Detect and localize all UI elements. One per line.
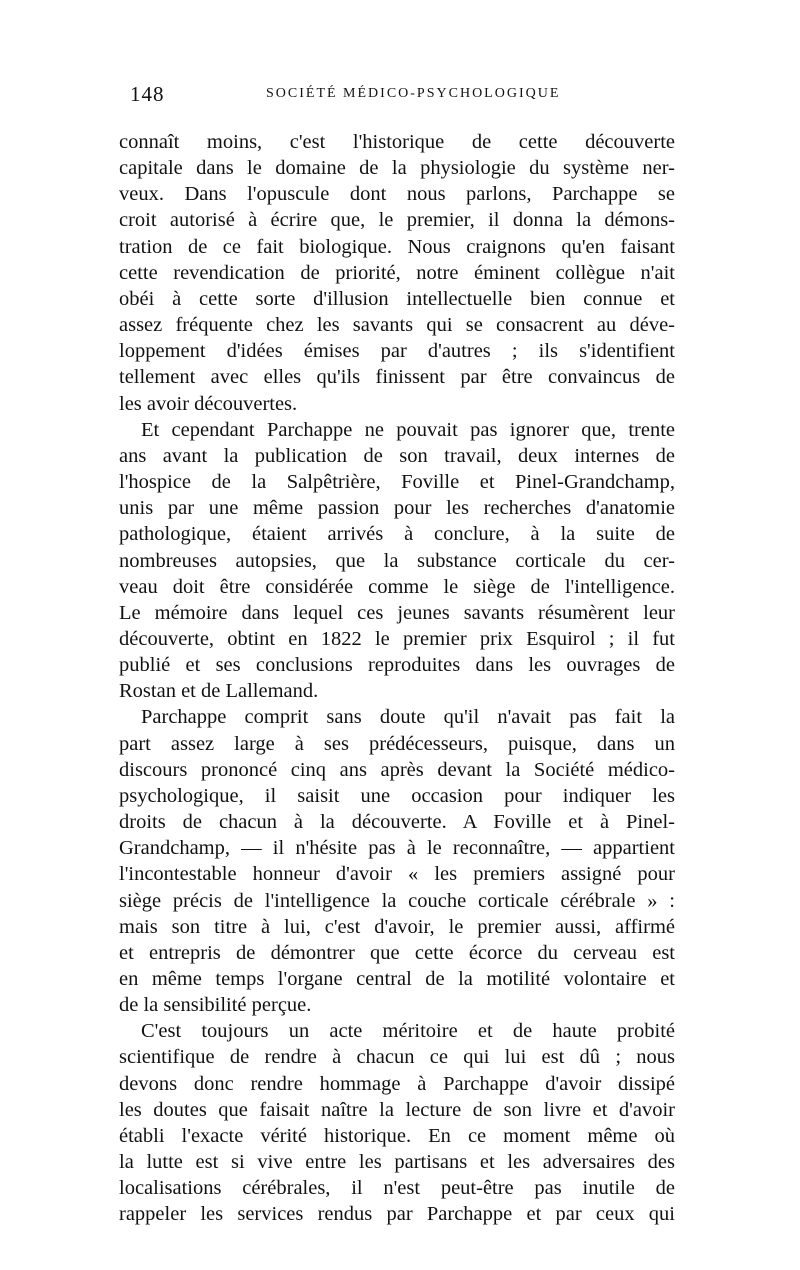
text-line: devons donc rendre hommage à Parchappe d'avoir dissipé bbox=[119, 1072, 675, 1095]
text-line: croit autorisé à écrire que, le premier, il donna la démons- bbox=[119, 209, 675, 232]
paragraph bbox=[119, 704, 675, 1018]
text-line: Et cependant Parchappe ne pouvait pas ignorer que, trente bbox=[141, 418, 675, 441]
text-line: établi l'exacte vérité historique. En ce moment même où bbox=[119, 1124, 675, 1147]
text-line: rappeler les services rendus par Parchappe et par ceux qui bbox=[119, 1203, 675, 1226]
text-line: part assez large à ses prédécesseurs, puisque, dans un bbox=[119, 732, 675, 755]
text-line: mais son titre à lui, c'est d'avoir, le premier aussi, affirmé bbox=[119, 915, 675, 938]
text-line: Parchappe comprit sans doute qu'il n'avait pas fait la bbox=[141, 706, 675, 729]
text-line: en même temps l'organe central de la motilité volontaire et bbox=[119, 968, 675, 990]
text-line: la lutte est si vive entre les partisans et les adversaires des bbox=[119, 1151, 675, 1174]
text-line: et entrepris de démontrer que cette écorce du cerveau est bbox=[119, 941, 675, 964]
text-line: tration de ce fait biologique. Nous craignons qu'en faisant bbox=[119, 235, 675, 258]
paragraph bbox=[119, 1018, 675, 1227]
text-line: veau doit être considérée comme le siège de l'intelligence. bbox=[119, 575, 675, 598]
text-line: localisations cérébrales, il n'est peut-être pas inutile de bbox=[119, 1177, 675, 1200]
text-line: capitale dans le domaine de la physiologie du système ner- bbox=[119, 157, 675, 180]
text-line: les doutes que faisait naître la lecture de son livre et d'avoir bbox=[119, 1098, 675, 1121]
text-line: loppement d'idées émises par d'autres ; ils s'identifient bbox=[119, 340, 675, 363]
text-line: Grandchamp, — il n'hésite pas à le reconnaître, — appartient bbox=[119, 837, 675, 860]
text-line: l'incontestable honneur d'avoir « les premiers assigné pour bbox=[119, 863, 675, 886]
text-line: ans avant la publication de son travail, deux internes de bbox=[119, 444, 675, 467]
text-line: découverte, obtint en 1822 le premier prix Esquirol ; il fut bbox=[119, 627, 675, 650]
text-line: cette revendication de priorité, notre éminent collègue n'ait bbox=[119, 261, 675, 284]
text-line: droits de chacun à la découverte. A Foville et à Pinel- bbox=[119, 811, 675, 834]
page-number: 148 bbox=[130, 82, 165, 106]
text-line: assez fréquente chez les savants qui se consacrent au déve- bbox=[119, 314, 675, 337]
text-line: Rostan et de Lallemand. bbox=[119, 680, 319, 703]
text-line: publié et ses conclusions reproduites dans les ouvrages de bbox=[119, 654, 675, 677]
text-line: nombreuses autopsies, que la substance corticale du cer- bbox=[119, 549, 675, 572]
text-line: C'est toujours un acte méritoire et de haute probité bbox=[141, 1020, 675, 1043]
text-line: obéi à cette sorte d'illusion intellectuelle bien connue et bbox=[119, 287, 675, 310]
text-line: Le mémoire dans lequel ces jeunes savants résumèrent leur bbox=[119, 601, 675, 624]
text-line: les avoir découvertes. bbox=[119, 392, 298, 415]
text-line: tellement avec elles qu'ils finissent par être convaincus de bbox=[119, 366, 675, 389]
text-line: psychologique, il saisit une occasion pour indiquer les bbox=[119, 784, 675, 807]
text-line: siège précis de l'intelligence la couche corticale cérébrale » : bbox=[119, 889, 675, 912]
text-line: discours prononcé cinq ans après devant la Société médico- bbox=[119, 758, 675, 781]
paragraph bbox=[119, 129, 675, 417]
text-line: veux. Dans l'opuscule dont nous parlons, Parchappe se bbox=[119, 183, 675, 206]
text-line: l'hospice de la Salpêtrière, Foville et Pinel-Grandchamp, bbox=[119, 471, 675, 494]
text-line: unis par une même passion pour les recherches d'anatomie bbox=[119, 497, 675, 520]
body-text bbox=[119, 129, 675, 1228]
running-head: SOCIÉTÉ MÉDICO-PSYCHOLOGIQUE bbox=[266, 86, 561, 101]
page-header bbox=[130, 82, 678, 112]
text-line: de la sensibilité perçue. bbox=[119, 994, 312, 1017]
text-line: connaît moins, c'est l'historique de cette découverte bbox=[119, 131, 675, 153]
text-line: scientifique de rendre à chacun ce qui lui est dû ; nous bbox=[119, 1046, 675, 1069]
text-line: pathologique, étaient arrivés à conclure, à la suite de bbox=[119, 523, 675, 546]
paragraph bbox=[119, 417, 675, 705]
